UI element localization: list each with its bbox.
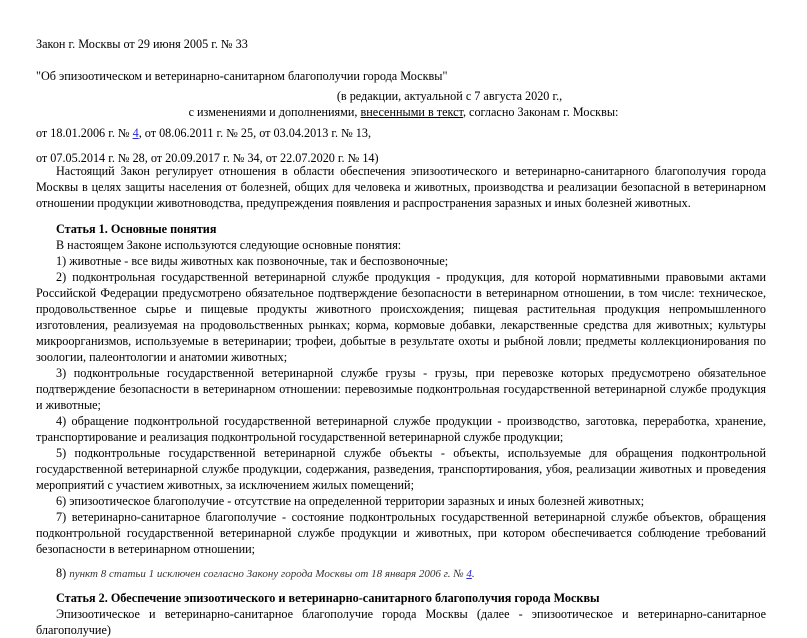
article-1-item: 5) подконтрольные государственной ветеринарной службе объекты - объекты, используемые для обращения подконтрольной государственной ветеринарной службе продукции, содержания, разведения, транспортирования, убоя, реализации животных и проведения мероприятий с участием животных, за исключением жилых помещений; bbox=[36, 446, 766, 492]
article-2-heading: Статья 2. Обеспечение эпизоотического и ветеринарно-санитарного благополучия города Москвы bbox=[56, 591, 600, 605]
item-8-note-link[interactable]: 4 bbox=[466, 568, 472, 580]
article-2-text: Эпизоотическое и ветеринарно-санитарное благополучие города Москвы (далее - эпизоотическое и ветеринарно-санитарное благополучие) bbox=[36, 607, 766, 637]
amendments-line-1 bbox=[36, 125, 371, 141]
edition-text-1: (в редакции, актуальной с 7 августа 2020 г., bbox=[336, 89, 563, 103]
amendments-text-1b: , от 08.06.2011 г. № 25, от 03.04.2013 г. № 13, bbox=[138, 126, 372, 140]
article-1-item: 2) подконтрольная государственной ветеринарной службе продукция - продукция, для которой нормативными правовыми актами Российской Федерации предусмотрено обязательное подтверждение безопасности в ветеринарном отношении, в том числе: техническое, продовольственное сырье и пищевые продукты животного происхождения; пищевая растительная продукция непромышленного изготовления, реализуемая на продовольственных рынках; корма, кормовые добавки, лекарственные средства для животных; культуры микроорганизмов, используемые в ветеринарии; трофеи, добытые в результате охоты и рыбной ловли; предметы коллекционирования по зоологии, палеонтологии и анатомии животных; bbox=[36, 270, 766, 364]
article-1-item: 7) ветеринарно-санитарное благополучие - состояние подконтрольных государственной ветеринарной службе объектов, обращения подконтрольной государственной ветеринарной службе продукции и животных, при котором обеспечивается соблюдение требований безопасности в ветеринарном отношении; bbox=[36, 510, 766, 556]
article-1-item: 3) подконтрольные государственной ветеринарной службе грузы - грузы, при перевозке которых предусмотрено обязательное подтверждение безопасности в ветеринарном отношении: перевозимые подконтрольная государственной ветеринарной службе продукция и животные; bbox=[36, 366, 766, 412]
item-8-note-end: . bbox=[471, 568, 475, 580]
edition-line-2 bbox=[0, 104, 807, 120]
article-1-item-8 bbox=[36, 565, 766, 582]
law-body bbox=[36, 163, 766, 638]
article-1-intro: В настоящем Законе используются следующие основные понятия: bbox=[56, 238, 402, 252]
article-1-item: 6) эпизоотическое благополучие - отсутствие на определенной территории заразных и иных болезней животных; bbox=[56, 494, 645, 508]
item-8-number: 8) bbox=[56, 566, 70, 580]
article-1-item: 4) обращение подконтрольной государственной ветеринарной службе продукции - производство, заготовка, переработка, хранение, транспортирование и реализация подконтрольной государственной ветеринарной службе продукции; bbox=[36, 414, 766, 444]
article-1-heading: Статья 1. Основные понятия bbox=[56, 222, 217, 236]
item-8-note bbox=[69, 568, 474, 580]
amendment-link-4[interactable]: 4 bbox=[132, 126, 139, 140]
article-1-item: 1) животные - все виды животных как позвоночные, так и беспозвоночные; bbox=[56, 254, 449, 268]
preamble: Настоящий Закон регулирует отношения в области обеспечения эпизоотического и ветеринарно-санитарного благополучия города Москвы в целях защиты населения от болезней, общих для человека и животных, производства и реализации безопасной в ветеринарном отношении продукции животноводства, предупреждения появления и распространения заразных и иных болезней животных. bbox=[36, 164, 766, 210]
amendments-line-2: от 07.05.2014 г. № 28, от 20.09.2017 г. № 34, от 22.07.2020 г. № 14) bbox=[36, 151, 379, 165]
law-title: Закон г. Москвы от 29 июня 2005 г. № 33 bbox=[36, 37, 248, 51]
item-8-note-text: пункт 8 статьи 1 исключен согласно Закону города Москвы от 18 января 2006 г. № bbox=[69, 568, 467, 580]
edition-link[interactable]: внесенными в текст bbox=[360, 105, 463, 119]
edition-text-2a: с изменениями и дополнениями, bbox=[188, 105, 361, 119]
edition-line-1 bbox=[0, 88, 807, 104]
edition-text-2b: , согласно Законам г. Москвы: bbox=[462, 105, 619, 119]
law-name: "Об эпизоотическом и ветеринарно-санитарном благополучии города Москвы" bbox=[36, 69, 448, 83]
amendments-text-1a: от 18.01.2006 г. № bbox=[36, 126, 133, 140]
